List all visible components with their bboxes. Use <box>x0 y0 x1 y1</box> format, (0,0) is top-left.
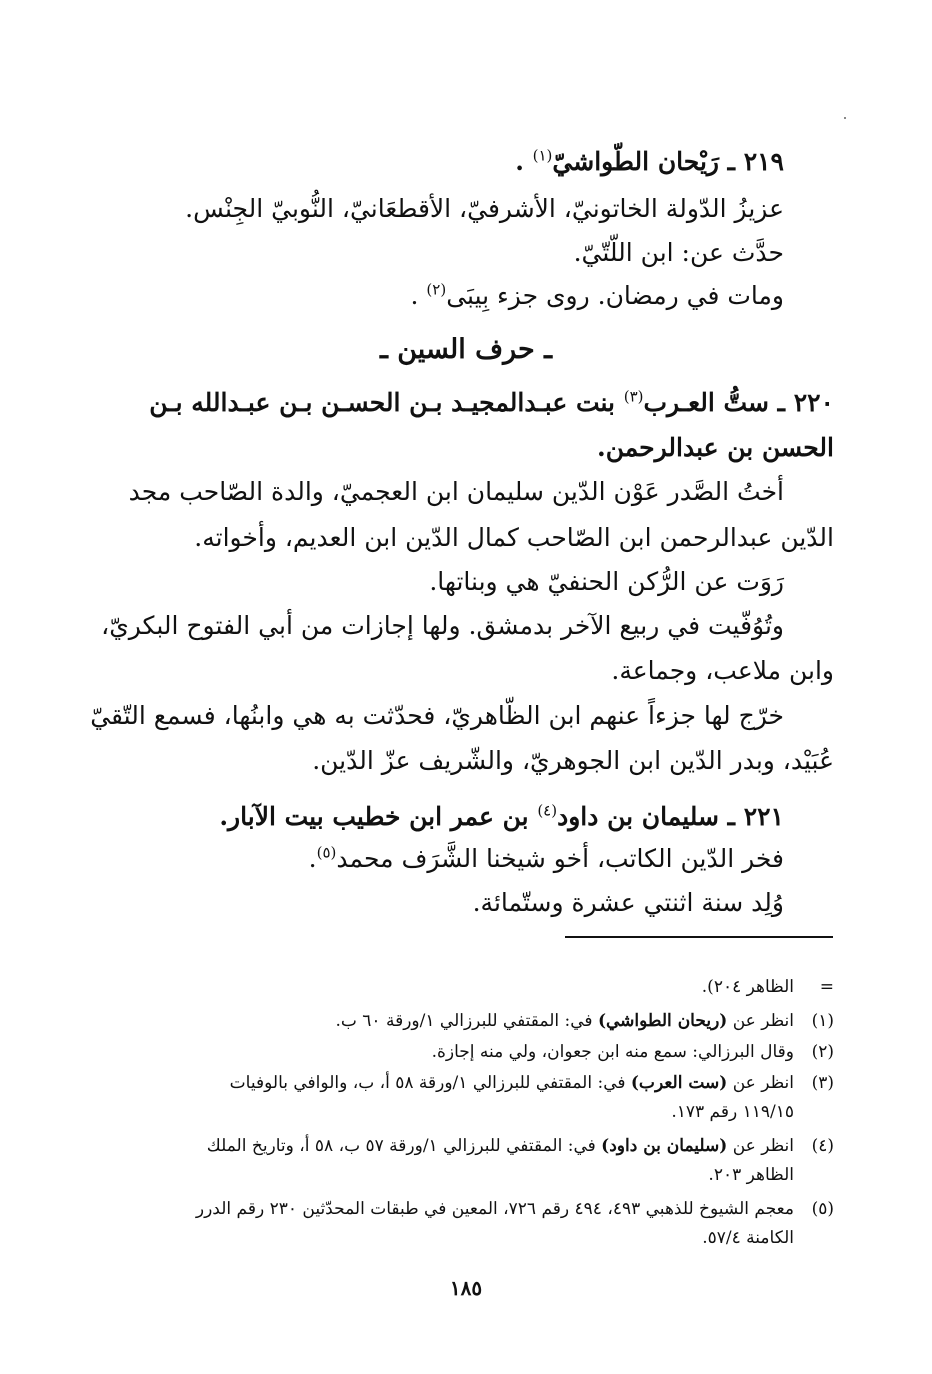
footnote-2: (٢)وقال البرزالي: سمع منه ابن جعوان، ولي منه إجازة. <box>431 1042 834 1062</box>
entry-220-line-6: خرّج لها جزءاً عنهم ابن الظّاهريّ، فحدّثت به هي وابنُها، فسمع التّقيّ <box>90 701 784 730</box>
entry-219-heading: ٢١٩ ـ رَيْحان الطّواشيّ$^{(١)}$ . <box>515 146 784 176</box>
entry-220-line-7: عُبَيْد، وبدر الدّين ابن الجوهريّ، والشّريف عزّ الدّين. <box>312 746 834 775</box>
entry-221-heading: ٢٢١ ـ سليمان بن داود$^{(٤)}$ بن عمر ابن خطيب بيت الآبار. <box>219 801 784 831</box>
footnote-5-cont: الكامنة ٥٧/٤. <box>702 1228 794 1248</box>
entry-219-line-3: ومات في رمضان. روى جزء بِيبَى$^{(٢)}$ . <box>410 280 784 310</box>
footnote-ref-2[interactable]: (٢) <box>426 280 447 299</box>
entry-220-line-2: الدّين عبدالرحمن ابن الصّاحب كمال الدّين ابن العديم، وأخواته. <box>194 523 834 552</box>
footnote-ref-4[interactable]: (٤) <box>537 801 558 820</box>
footnote-ref-1[interactable]: (١) <box>532 146 553 165</box>
footnote-1: (١)انظر عن (ريحان الطواشي) في: المقتفي للبرزالي ١/ورقة ٦٠ ب. <box>335 1011 834 1031</box>
footnote-ref-5[interactable]: (٥) <box>316 843 337 862</box>
footnote-4: (٤)انظر عن (سليمان بن داود) في: المقتفي للبرزالي ١/ورقة ٥٧ ب، ٥٨ أ، وتاريخ الملك <box>206 1136 834 1156</box>
entry-220-line-3: رَوَت عن الرُّكن الحنفيّ هي وبناتها. <box>429 567 784 596</box>
entry-220-line-5: وابن ملاعب، وجماعة. <box>611 656 834 685</box>
page-number: ١٨٥ <box>449 1276 483 1300</box>
entry-219-line-2: حدَّث عن: ابن اللّتّيّ. <box>573 238 784 267</box>
entry-220-line-1: أختُ الصَّدر عَوْن الدّين سليمان ابن العجميّ، والدة الصّاحب مجد <box>128 477 784 506</box>
entry-220-line-4: وتُوُفّيت في ربيع الآخر بدمشق. ولها إجازات من أبي الفتوح البكريّ، <box>101 611 784 640</box>
footnote-ref-3[interactable]: (٣) <box>623 387 644 406</box>
entry-221-line-2: وُلِد سنة اثنتي عشرة وستّمائة. <box>472 888 784 917</box>
section-title: ـ حرف السين ـ <box>379 334 553 365</box>
footnote-5: (٥)معجم الشيوخ للذهبي ٤٩٣، ٤٩٤ رقم ٧٢٦، المعين في طبقات المحدّثين ٢٣٠ رقم الدرر <box>195 1199 834 1219</box>
footnote-3: (٣)انظر عن (ست العرب) في: المقتفي للبرزالي ١/ورقة ٥٨ أ، ب، والوافي بالوفيات <box>229 1073 834 1093</box>
entry-220-heading-cont: الحسن بن عبدالرحمن. <box>596 433 834 462</box>
entry-219-line-1: عزيزُ الدّولة الخاتونيّ، الأشرفيّ، الأقطعَانيّ، النُّوبيّ الجِنْس. <box>185 194 784 223</box>
footnote-4-cont: الظاهر ٢٠٣. <box>708 1165 794 1185</box>
entry-221-line-1: فخر الدّين الكاتب، أخو شيخنا الشَّرَف محمد$^{(٥)}$. <box>308 843 784 873</box>
footnote-continuation: =الظاهر ٢٠٤). <box>701 977 834 997</box>
footnote-3-cont: ١١٩/١٥ رقم ١٧٣. <box>671 1102 794 1122</box>
entry-220-heading: ٢٢٠ ـ ستُّ العـرب$^{(٣)}$ بنت عبـدالمجيـد بـن الحسـن بـن عبـدالله بـن <box>149 387 834 417</box>
stray-dot <box>844 117 846 119</box>
footnote-divider <box>565 936 833 938</box>
